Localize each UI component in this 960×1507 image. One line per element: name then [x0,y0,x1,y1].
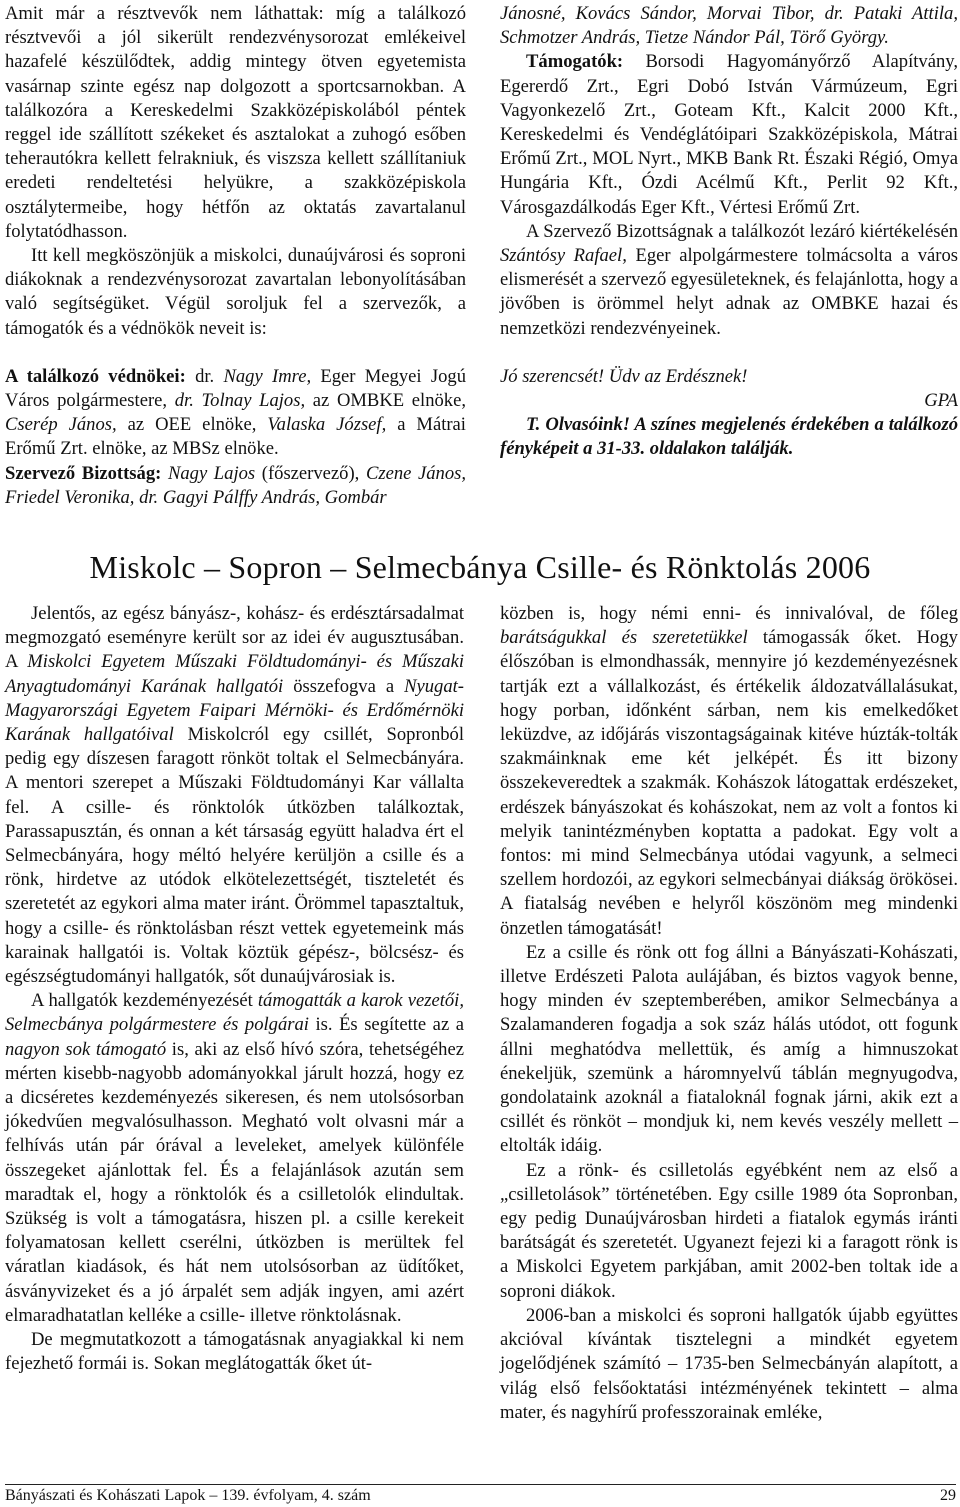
paragraph: A Szervező Bizottságnak a találkozót lezáró kiértékelésén Szántósy Rafael, Eger alpolgármestere tolmácsolta a város elismerését a szervező egyesületeknek, és felajánlotta, hogy a jövőben is örömmel helyt adnak az OMBKE hazai és nemzetközi rendezvényeinek. [500,220,958,339]
paragraph: Jelentős, az egész bányász-, kohász- és erdésztársadalmat megmozgató eseményre került sor az idei év augusztusában. A Miskolci Egyetem Műszaki Földtudományi- és Műszaki Anyagtudományi Karának hallgatói összefogva a Nyugat-Magyarországi Egyetem Faipari Mérnöki- és Erdőmérnöki Karának hallgatóival Miskolcról egy csillét, Sopronból pedig egy díszesen faragott rönköt toltak el Selmecbányára. A mentori szerepet a Műszaki Földtudományi Kar vállalta fel. A csille- és rönktolók útközben találkoztak, Parassapusztán, és onnan a két társaság együtt haladva ért el Selmecbányára, hogy méltó helyére kerüljön a csille és a rönk, hirdetve az utódok elkötelezettségét, tiszteletét és szeretetét az egykori alma mater iránt. Örömmel tapasztaltuk, hogy a csille- és rönktolásban részt vettek egyetemeink más karainak hallgatói is. Voltak köztük gépész-, bölcsész- és egészségtudományi hallgatók, sőt dunaújvárosiak is. [5,603,465,988]
patron-name: Tolnay Lajos, [201,390,306,412]
committee-label: Szervező Bizottság: [5,462,162,484]
paragraph: Itt kell megköszönjük a miskolci, dunaújvárosi és soproni diákoknak a rendezvénysorozat zavartalan lebonyolításában való segítségüket. Végül soroljuk fel a szervezők, a támogatók és a védnökök neveit is: [5,245,466,339]
paragraph: Ez a rönk- és csilletolás egyébként nem az első a „csilletolások” történetében. Egy csille 1989 óta Sopronban, egy pedig Dunaújvárosban hirdeti a fiatalok egymás iránti barátságát és szeretetét. Ugyanezt fejezi ki a faragott rönk is a Miskolci Egyetem parkjában, amit 2002-ben toltak ide a soproni diákok. [500,1159,958,1302]
article-column-bottom-right [500,602,958,1425]
patrons-label: A találkozó védnökei: [5,365,186,387]
committee-names: Czene János, Friedel Veronika, dr. Gagyi Pálffy András, Gombár [5,462,467,508]
article-headline: Miskolc – Sopron – Selmecbánya Csille- és Rönktolás 2006 [89,549,871,585]
paragraph: A hallgatók kezdeményezését támogatták a karok vezetői, Selmecbánya polgármestere és polgárai is. És segítette az a nagyon sok támogató is, aki az első hívó szóra, tehetségéhez mérten kisebb-nagyobb adományokkal járult hozzá, hogy ez a dicséretes kezdeményezés sikeresen, és nem utolsósorban jókedvűen megvalósulhasson. Megható volt olvasni már a felhívás után pár órával a leveleket, amelyek különféle összegeket ajánlottak fel. És a felajánlások azután sem maradtak el, hogy a rönktolók és a csilletolók elindultak. Szükség is volt a támogatásra, hiszen pl. a csille kerekeit folyamatosan kellett cserélni, útközben is merültek fel váratlan kiadások, és hát nem utolsósorban az üdítőket, ásványvizeket és a jó árpalét sem adják ingyen, ami azért elmaradhatatlan kelléke a csille- illetve rönktolásnak. [5,990,464,1326]
committee-paragraph: Szervező Bizottság: Nagy Lajos (főszervező), Czene János, Friedel Veronika, dr. Gagyi Pálffy András, Gombár [5,462,467,508]
journal-citation: Bányászati és Kohászati Lapok – 139. évfolyam, 4. szám [5,1487,371,1504]
sponsors-label: Támogatók: [526,51,624,73]
paragraph: közben is, hogy némi enni- és innivalóval, de főleg barátságukkal és szeretetükkel támogassák őket. Hogy élőszóban is elmondhassák, mennyire jó kezdeményezésnek tartják ezt a vállalkozást, és értékelik áldozatvállalásukat, hogy porban, időnként sárban, nem kis emelkedőket leküzdve, az időjárás viszontagságainak kitéve húzták-tolták szakmáinknak eme két jelképét. És itt bizony összekeveredtek a szakmák. Kohászok látogattak erdészeket, erdészek bányászokat és kohászokat, nem az volt a fontos ki melyik tanintézményben koptatta a padokat. Egy volt a fontos: mi mind Selmecbánya utódai vagyunk, a selmeci szellem hordozói, az egykori selmecbányai diákság örökösei. A fiatalság nevében e helyről köszönöm meg mindenki önzetlen támogatását! [500,603,958,939]
paragraph: Amit már a résztvevők nem láthattak: míg a találkozó résztvevői a jól sikerült rendezvénysorozat emlékeivel hazafelé készülődtek, addig mintegy ötven egyetemista vasárnap szinte egész nap dolgozott a sportcsarnokban. A találkozóra a Kereskedelmi Szakközépiskolából péntek reggel ide szállított székeket és asztalokat a zuhogó esőben teherautókra kellett felrakniuk, és viszsza kellett szállítaniuk eredeti rendeltetési helyükre, a szakközépiskola osztálytermeibe, hogy hétfőn az oktatás zavartalanul folytatódhasson. [5,3,466,242]
signature: GPA [924,390,958,412]
article-column-top-right [500,2,958,462]
patron-name: Valaska József, [267,414,387,436]
article-column-bottom-left [5,602,464,1377]
patron-name: Nagy Imre, [223,365,312,387]
paragraph: De megmutatkozott a támogatásnak anyagiakkal ki nem fejezhető formái is. Sokan meglátogatták őket út- [5,1329,464,1375]
person-name: Szántósy Rafael, [500,245,627,267]
committee-name: Nagy Lajos [167,462,256,484]
reader-note: T. Olvasóink! A színes megjelenés érdekében a találkozó fényképeit a 31-33. oldalakon találják. [500,414,958,460]
greeting: Jó szerencsét! Üdv az Erdésznek! [500,365,748,387]
page-number: 29 [940,1487,956,1504]
paragraph: 2006-ban a miskolci és soproni hallgatók újabb együttes akcióval kívántak tisztelegni a mindkét egyetem jogelődjének számító – 1735-ben Selmecbányán alapított, a világ első felsőoktatási intézményének tekintett – alma mater, és nagyhírű professzorainak emléke, [500,1304,958,1423]
sponsors-paragraph: Támogatók: Borsodi Hagyományőrző Alapítvány, Egererdő Zrt., Egri Dobó István Vármúzeum, Egri Vagyonkezelő Zrt., Goteam Kft., Kalcit 2000 Kft., Kereskedelmi és Vendéglátóipari Szakközépiskola, Mátrai Erőmű Zrt., MOL Nyrt., MKB Bank Rt. Északi Régió, Omya Hungária Kft., Ózdi Acélmű Kft., Perlit 92 Kft., Városgazdálkodás Eger Kft., Vértesi Erőmű Zrt. [500,51,958,218]
committee-continuation: Jánosné, Kovács Sándor, Morvai Tibor, dr. Pataki Attila, Schmotzer András, Tietze Nándor Pál, Törő György. [500,3,958,49]
patron-name: Cserép János, [5,414,117,436]
footer-divider [5,1484,956,1485]
article-column-top-left [5,2,466,510]
paragraph: Ez a csille és rönk ott fog állni a Bányászati-Kohászati, illetve Erdészeti Palota aulájában, és biztos vagyok benne, hogy minden év szeptemberében, amikor Selmecbánya a Szalamanderen fogadja a sok száz hálás utódot, ott fogunk állni meghatódva mellettük, és amíg a himnuszokat énekeljük, szemünk a háromnyelvű táblán megnyugodva, gondolataink azoknál a fiataloknál fognak járni, akik ezt a csillét és rönköt – mondjuk ki, nem kevés veszély mellett – eltolták idáig. [500,941,958,1157]
patrons-paragraph: A találkozó védnökei: dr. Nagy Imre, Eger Megyei Jogú Város polgármestere, dr. Tolnay Lajos, az OMBKE elnöke, Cserép János, az OEE elnöke, Valaska József, a Mátrai Erőmű Zrt. elnöke, az MBSz elnöke. [5,365,467,460]
